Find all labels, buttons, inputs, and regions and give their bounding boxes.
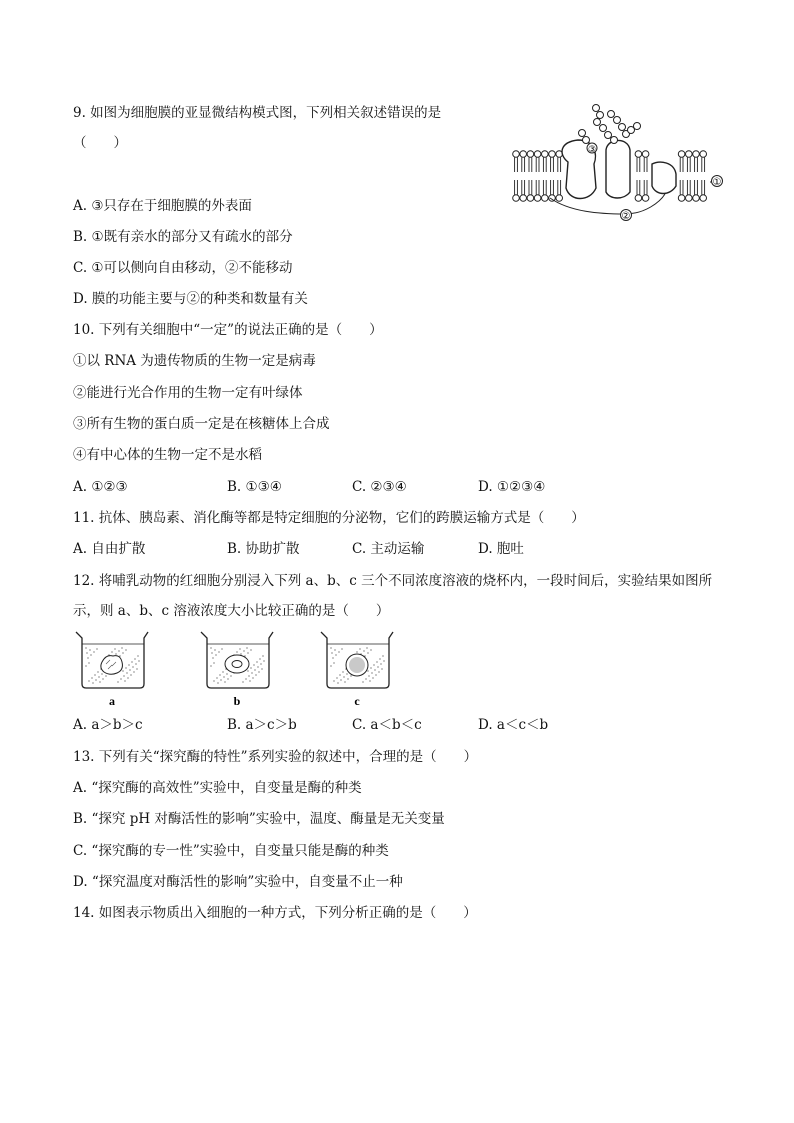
phospholipid-head xyxy=(527,151,534,158)
phospholipid-tail xyxy=(637,157,640,172)
q12-stem-line-2: 示，则 a、b、c 溶液浓度大小比较正确的是（ ） xyxy=(73,603,390,619)
beaker-label-c: c xyxy=(354,694,360,708)
phospholipid-tail xyxy=(522,157,525,172)
q10-item-4: ④有中心体的生物一定不是水稻 xyxy=(73,447,262,463)
phospholipid-head xyxy=(527,195,534,202)
q11-stem: 11. 抗体、胰岛素、消化酶等都是特定细胞的分泌物，它们的跨膜运输方式是（ ） xyxy=(73,510,585,526)
phospholipid-tail xyxy=(702,157,705,172)
label-1: ① xyxy=(712,177,722,188)
beaker-c xyxy=(321,632,393,708)
label-3: ③ xyxy=(587,145,597,155)
q11-option-b: B. 协助扩散 xyxy=(227,541,300,557)
phospholipid-tail xyxy=(695,157,698,172)
phospholipid-head xyxy=(693,151,700,158)
red-blood-cell-c xyxy=(346,654,368,676)
phospholipid-head xyxy=(700,151,707,158)
q12-option-d: D. a＜c＜b xyxy=(478,717,549,733)
phospholipid-tail xyxy=(644,157,647,172)
phospholipid-tail xyxy=(695,180,698,195)
phospholipid-tail xyxy=(515,180,518,195)
q10-option-d: D. ①②③④ xyxy=(478,479,546,495)
phospholipid-head xyxy=(520,151,527,158)
phospholipid-tail xyxy=(680,180,683,195)
beaker-label-a: a xyxy=(109,694,115,708)
phospholipid-head xyxy=(700,195,707,202)
q10-item-3: ③所有生物的蛋白质一定是在核糖体上合成 xyxy=(73,416,330,432)
beaker-a xyxy=(76,632,148,708)
phospholipid-head xyxy=(635,151,642,158)
phospholipid-head xyxy=(513,151,520,158)
q9-option-a: A. ③只存在于细胞膜的外表面 xyxy=(73,198,252,214)
q13-option-d: D. “探究温度对酶活性的影响”实验中，自变量不止一种 xyxy=(73,874,403,890)
q11-option-d: D. 胞吐 xyxy=(478,541,524,557)
q10-option-c: C. ②③④ xyxy=(352,479,407,495)
phospholipid-tail xyxy=(529,180,532,195)
q10-item-2: ②能进行光合作用的生物一定有叶绿体 xyxy=(73,385,303,401)
phospholipid-tail xyxy=(558,180,561,195)
q9-answer-paren: （ ） xyxy=(73,135,127,151)
phospholipid-head xyxy=(520,195,527,202)
phospholipid-tail xyxy=(515,157,518,172)
q13-option-a: A. “探究酶的高效性”实验中，自变量是酶的种类 xyxy=(73,780,362,796)
phospholipid-tail xyxy=(551,180,554,195)
q12-stem-line-1: 12. 将哺乳动物的红细胞分别浸入下列 a、b、c 三个不同浓度溶液的烧杯内，一段时间后，实验结果如图所 xyxy=(73,573,713,589)
red-blood-cell-a xyxy=(101,656,123,675)
phospholipid-head xyxy=(542,151,549,158)
phospholipid-tail xyxy=(536,157,539,172)
phospholipid-head xyxy=(642,195,649,202)
phospholipid-head xyxy=(642,151,649,158)
q11-option-a: A. 自由扩散 xyxy=(73,541,146,557)
phospholipid-tail xyxy=(637,180,640,195)
phospholipid-tail xyxy=(644,180,647,195)
phospholipid-tail xyxy=(558,157,561,172)
phospholipid-tail xyxy=(529,157,532,172)
q9-option-b: B. ①既有亲水的部分又有疏水的部分 xyxy=(73,229,293,245)
phospholipid-tail xyxy=(702,180,705,195)
q10-stem: 10. 下列有关细胞中“一定”的说法正确的是（ ） xyxy=(73,322,383,338)
q12-option-a: A. a＞b＞c xyxy=(73,717,143,733)
phospholipid-tail xyxy=(687,180,690,195)
phospholipid-tail xyxy=(543,157,546,172)
phospholipid-head xyxy=(693,195,700,202)
phospholipid-tail xyxy=(687,157,690,172)
phospholipid-tail xyxy=(536,180,539,195)
q9-option-c: C. ①可以侧向自由移动，②不能移动 xyxy=(73,260,293,276)
q13-stem: 13. 下列有关“探究酶的特性”系列实验的叙述中，合理的是（ ） xyxy=(73,749,478,765)
q9-option-d: D. 膜的功能主要与②的种类和数量有关 xyxy=(73,291,308,307)
membrane-protein xyxy=(652,162,676,193)
beaker-b xyxy=(201,632,273,708)
phospholipid-head xyxy=(513,195,520,202)
q13-option-b: B. “探究 pH 对酶活性的影响”实验中，温度、酶量是无关变量 xyxy=(73,811,445,827)
q10-item-1: ①以 RNA 为遗传物质的生物一定是病毒 xyxy=(73,353,316,369)
beaker-label-b: b xyxy=(233,694,241,708)
q9-stem: 9. 如图为细胞膜的亚显微结构模式图，下列相关叙述错误的是 xyxy=(73,105,442,121)
q10-option-a: A. ①②③ xyxy=(73,479,128,495)
phospholipid-head xyxy=(678,195,685,202)
phospholipid-head xyxy=(678,151,685,158)
q12-option-c: C. a＜b＜c xyxy=(352,717,422,733)
q13-option-c: C. “探究酶的专一性”实验中，自变量只能是酶的种类 xyxy=(73,843,389,859)
phospholipid-head xyxy=(686,195,693,202)
phospholipid-tail xyxy=(543,180,546,195)
q14-stem: 14. 如图表示物质出入细胞的一种方式，下列分析正确的是（ ） xyxy=(73,905,477,921)
phospholipid-head xyxy=(534,195,541,202)
phospholipid-tail xyxy=(680,157,683,172)
label-2: ② xyxy=(621,211,631,222)
membrane-protein xyxy=(606,140,630,198)
red-blood-cell-b xyxy=(225,655,249,673)
phospholipid-head xyxy=(635,195,642,202)
q10-option-b: B. ①③④ xyxy=(227,479,282,495)
phospholipid-tail xyxy=(522,180,525,195)
beakers-diagram xyxy=(72,628,402,708)
cell-membrane-diagram xyxy=(510,102,725,222)
phospholipid-tail xyxy=(551,157,554,172)
phospholipid-head xyxy=(556,195,563,202)
q12-option-b: B. a＞c＞b xyxy=(227,717,297,733)
phospholipid-head xyxy=(549,151,556,158)
phospholipid-head xyxy=(542,195,549,202)
q11-option-c: C. 主动运输 xyxy=(352,541,425,557)
phospholipid-head xyxy=(686,151,693,158)
phospholipid-head xyxy=(534,151,541,158)
